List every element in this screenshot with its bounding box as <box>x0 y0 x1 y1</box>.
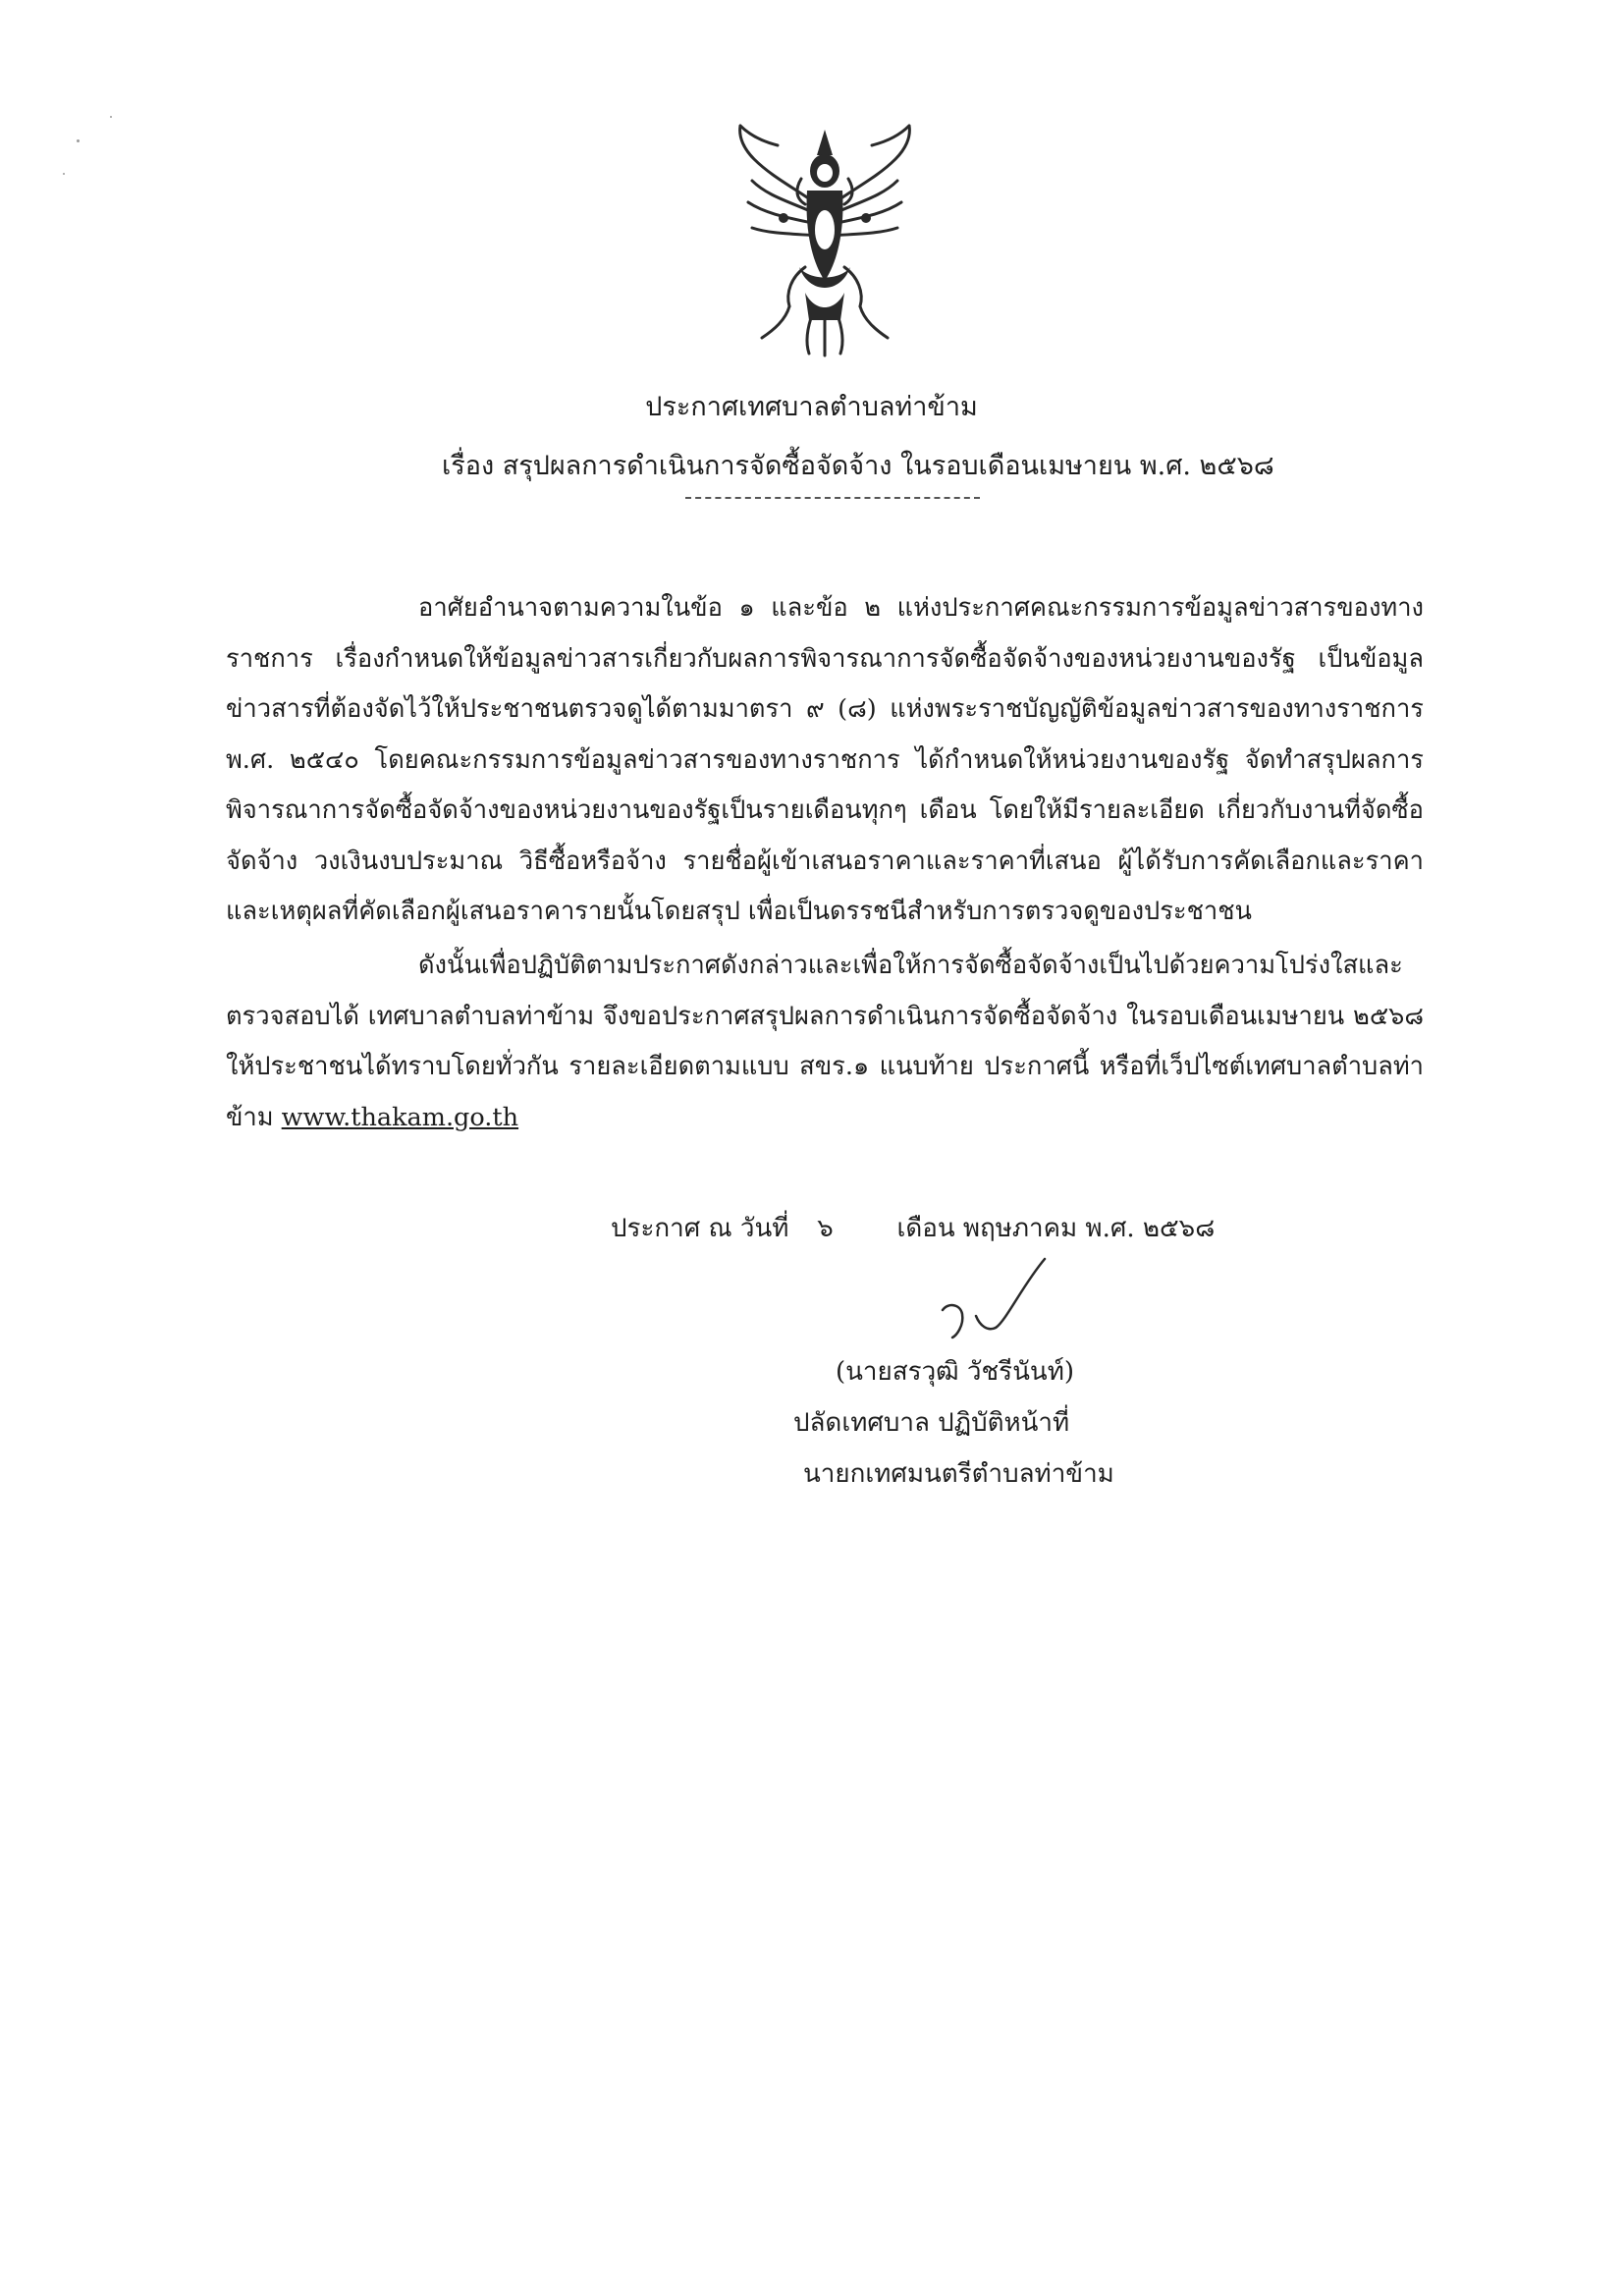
announcement-subject: เรื่อง สรุปผลการดำเนินการจัดซื้อจัดจ้าง ในรอบเดือนเมษายน พ.ศ. ๒๕๖๘ <box>442 451 1274 481</box>
body-paragraph-1 <box>226 583 1424 938</box>
scan-speck <box>63 173 65 175</box>
handwritten-day: ๖ <box>817 1214 834 1243</box>
signatory-position-1: ปลัดเทศบาล ปฏิบัติหน้าที่ <box>793 1408 1070 1438</box>
announcement-title: ประกาศเทศบาลตำบลท่าข้าม <box>645 392 978 422</box>
scan-speck <box>77 139 80 142</box>
body-paragraph-2 <box>226 941 1424 1143</box>
announcement-date-line <box>611 1208 1215 1248</box>
paragraph-1-text: อาศัยอำนาจตามความในข้อ ๑ และข้อ ๒ แห่งประกาศคณะกรรมการข้อมูลข่าวสารของทางราชการ เรื่องกำหนดให้ข้อมูลข่าวสารเกี่ยวกับผลการพิจารณาการจัดซื้อจัดจ้างของหน่วยงานของรัฐ เป็นข้อมูลข่าวสารที่ต้องจัดไว้ให้ประชาชนตรวจดูได้ตามมาตรา ๙ (๘) แห่งพระราชบัญญัติข้อมูลข่าวสารของทางราชการ พ.ศ. ๒๕๔๐ โดยคณะกรรมการข้อมูลข่าวสารของทางราชการ ได้กำหนดให้หน่วยงานของรัฐ จัดทำสรุปผลการพิจารณาการจัดซื้อจัดจ้างของหน่วยงานของรัฐเป็นรายเดือนทุกๆ เดือน โดยให้มีรายละเอียด เกี่ยวกับงานที่จัดซื้อจัดจ้าง วงเงินงบประมาณ วิธีซื้อหรือจ้าง รายชื่อผู้เข้าเสนอราคาและราคาที่เสนอ ผู้ได้รับการคัดเลือกและราคา และเหตุผลที่คัดเลือกผู้เสนอราคารายนั้นโดยสรุป เพื่อเป็นดรรชนีสำหรับการตรวจดูของประชาชน <box>226 593 1424 926</box>
signatory-position-2: นายกเทศมนตรีตำบลท่าข้าม <box>803 1459 1114 1489</box>
dashed-divider <box>685 497 980 499</box>
website-link[interactable]: www.thakam.go.th <box>281 1102 519 1132</box>
date-month-year: เดือน พฤษภาคม พ.ศ. ๒๕๖๘ <box>896 1214 1216 1243</box>
date-prefix: ประกาศ ณ วันที่ <box>611 1214 789 1243</box>
garuda-emblem <box>727 120 923 360</box>
signatory-name: (นายสรวุฒิ วัชรีนันท์) <box>836 1357 1074 1387</box>
scan-speck <box>110 116 112 118</box>
paragraph-2-text: ดังนั้นเพื่อปฏิบัติตามประกาศดังกล่าวและเพื่อให้การจัดซื้อจัดจ้างเป็นไปด้วยความโปร่งใสและตรวจสอบได้ เทศบาลตำบลท่าข้าม จึงขอประกาศสรุปผลการดำเนินการจัดซื้อจัดจ้าง ในรอบเดือนเมษายน ๒๕๖๘ ให้ประชาชนได้ทราบโดยทั่วกัน รายละเอียดตามแบบ สขร.๑ แนบท้าย ประกาศนี้ หรือที่เว็ปไซต์เทศบาลตำบลท่าข้าม <box>226 951 1424 1132</box>
handwritten-signature <box>935 1255 1062 1343</box>
